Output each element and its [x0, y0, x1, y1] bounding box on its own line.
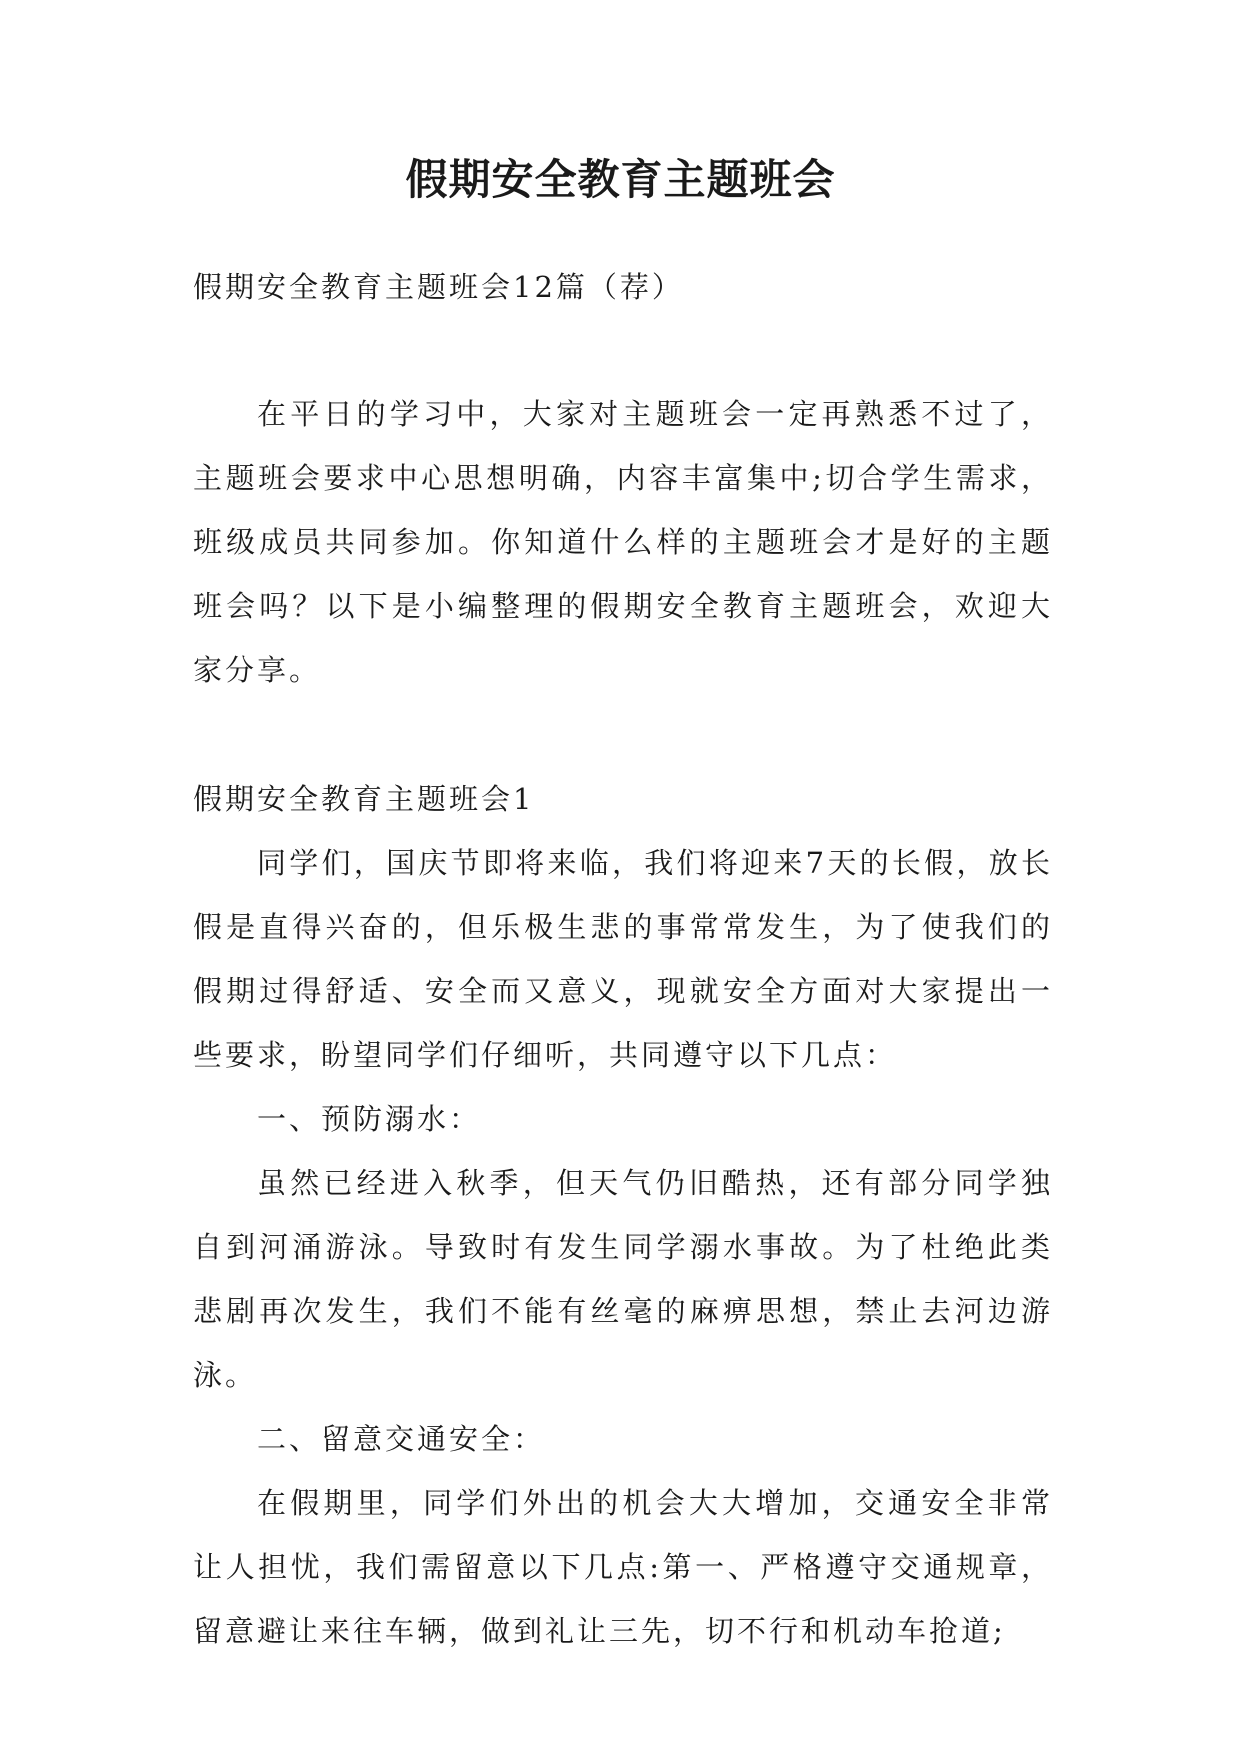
body-paragraph: 同学们，国庆节即将来临，我们将迎来7天的长假，放长假是直得兴奋的，但乐极生悲的事常常发生，为了使我们的假期过得舒适、安全而又意义，现就安全方面对大家提出一些要求，盼望同学们仔细听，共同遵守以下几点： [193, 846, 1053, 1072]
subheading-traffic: 二、留意交通安全： [257, 1422, 546, 1456]
section-heading: 假期安全教育主题班会1 [193, 782, 535, 816]
document-subtitle: 假期安全教育主题班会12篇（荐） [193, 270, 684, 304]
body-paragraph: 在假期里，同学们外出的机会大大增加，交通安全非常让人担忧，我们需留意以下几点:第一、严格遵守交通规章，留意避让来往车辆，做到礼让三先，切不行和机动车抢道; [193, 1486, 1053, 1648]
subheading-drowning: 一、预防溺水： [257, 1102, 482, 1136]
intro-paragraph: 在平日的学习中，大家对主题班会一定再熟悉不过了，主题班会要求中心思想明确，内容丰富集中;切合学生需求，班级成员共同参加。你知道什么样的主题班会才是好的主题班会吗？以下是小编整理的假期安全教育主题班会，欢迎大家分享。 [193, 397, 1053, 687]
document-body [193, 255, 1053, 1663]
body-paragraph: 虽然已经进入秋季，但天气仍旧酷热，还有部分同学独自到河涌游泳。导致时有发生同学溺水事故。为了杜绝此类悲剧再次发生，我们不能有丝毫的麻痹思想，禁止去河边游泳。 [193, 1166, 1053, 1392]
document-title: 假期安全教育主题班会 [405, 155, 836, 204]
